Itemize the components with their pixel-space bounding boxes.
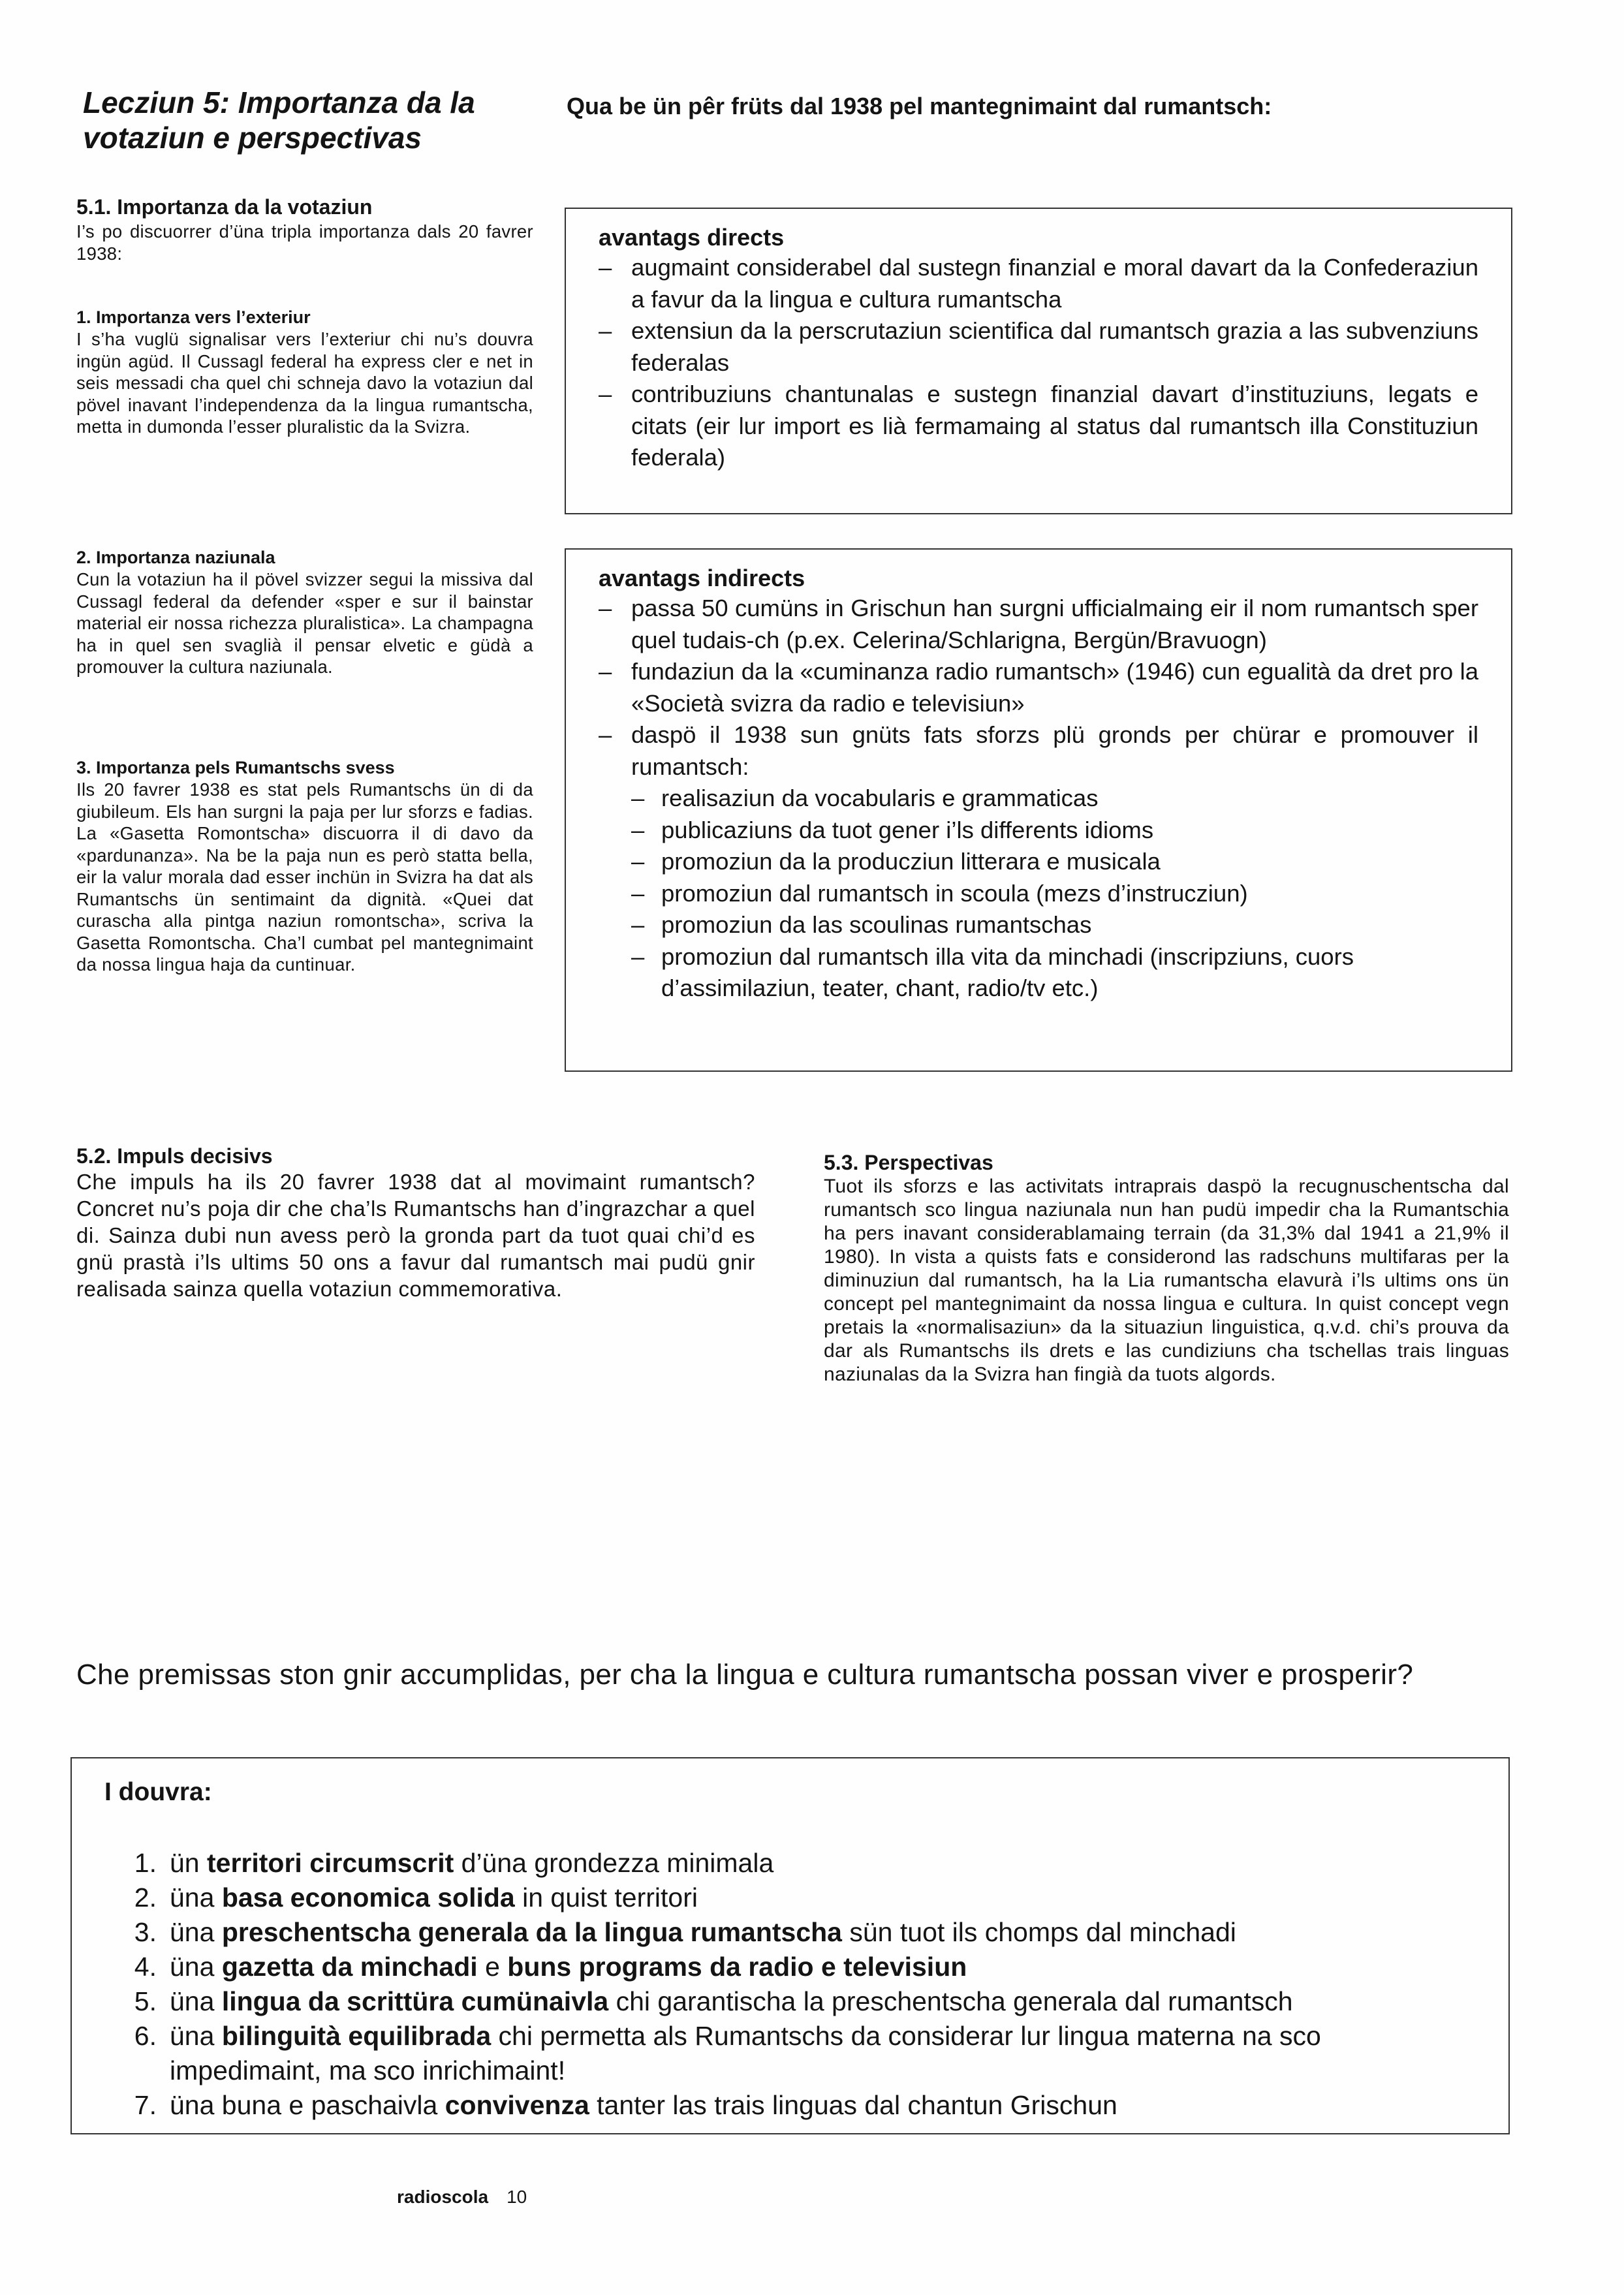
indirect-advantages-box bbox=[565, 548, 1512, 1072]
importance-item-text: Ils 20 favrer 1938 es stat pels Rumantschs ün di da giubileum. Els han surgni la paja per lur sforzs e fadias. La «Gasetta Romontscha» discuorra il di davo da «pardunanza». Na be la paja nun es però statta bella, eir la valur morala dad esser inchün in Svizra ha dat als Rumantschs ün sentimaint da dignità. «Quei dat curascha alla pintga naziun romontscha», scriva la Gasetta Romontscha. Cha’l cumbat pel mantegnimaint da nossa lingua haja da cuntinuar. bbox=[76, 779, 533, 975]
direct-advantages-list bbox=[599, 252, 1478, 474]
requirements-title: I douvra: bbox=[104, 1778, 212, 1806]
section-5-2-text: Che impuls ha ils 20 favrer 1938 dat al movimaint rumantsch? Concret nu’s poja dir che cha’ls Rumantschs han d’ingrazchar a quel di. Sainza dubi nun avess però la gronda part da tuot quai chi’d es gnü prastà i’ls ultims 50 ons a favur dal rumantsch mai pudü gnir realisada sainza quella votaziun commemorativa. bbox=[76, 1170, 755, 1301]
list-item bbox=[599, 719, 1478, 1005]
section-5-2-title: 5.2. Impuls decisivs bbox=[76, 1144, 273, 1168]
requirement-item: 1. ün territori circumscrit d’üna grondezza minimala bbox=[134, 1848, 774, 1878]
sublist-item: – promoziun dal rumantsch in scoula (mezs d’instrucziun) bbox=[631, 878, 1478, 910]
sublist-item: – realisaziun da vocabularis e grammaticas bbox=[631, 783, 1478, 815]
sublist-item: – promoziun da la producziun litterara e musicala bbox=[631, 846, 1478, 878]
importance-item-title: 1. Importanza vers l’exteriur bbox=[76, 307, 311, 327]
publication-name: radioscola bbox=[397, 2187, 489, 2207]
sublist-item: – promoziun dal rumantsch illa vita da minchadi (inscripziuns, cuors d’assimilaziun, teater, chant, radio/tv etc.) bbox=[631, 941, 1478, 1005]
section-5-1 bbox=[76, 195, 533, 264]
question: Che premissas ston gnir accumplidas, per cha la lingua e cultura rumantscha possan viver e prosperir? bbox=[76, 1659, 1414, 1691]
requirement-item: 6. üna bilinguità equilibrada chi permetta als Rumantschs da considerar lur lingua materna na sco impedimaint, ma sco inrichimaint! bbox=[134, 2021, 1321, 2085]
direct-advantages-title: avantags directs bbox=[599, 224, 785, 251]
list-item-text: daspö il 1938 sun gnüts fats sforzs plü gronds per chürar e promouver il rumantsch: bbox=[631, 721, 1478, 780]
sublist-item: – publicaziuns da tuot gener i’ls differents idioms bbox=[631, 815, 1478, 847]
section-5-1-intro: I’s po discuorrer d’üna tripla importanza dals 20 favrer 1938: bbox=[76, 221, 533, 264]
list-item: – contribuziuns chantunalas e sustegn finanzial davart d’instituziuns, legats e citats (eir lur import es lià fermamaing al status dal rumantsch illa Constituziun federala) bbox=[599, 379, 1478, 474]
advantages-heading: Qua be ün pêr früts dal 1938 pel mantegnimaint dal rumantsch: bbox=[567, 93, 1272, 119]
importance-item-title: 3. Importanza pels Rumantschs svess bbox=[76, 758, 395, 777]
promotion-sublist bbox=[631, 783, 1478, 1005]
importance-item-text: Cun la votaziun ha il pövel svizzer segui la missiva dal Cussagl federal da defender «sper e sur il bainstar material eir nossa richezza pluralistica». La champagna ha in quel sen svaglià il pensar elvetic e güdà a promouver la cultura naziunala. bbox=[76, 569, 533, 677]
list-item: – fundaziun da la «cuminanza radio rumantsch» (1946) cun egualità da dret pro la «Società svizra da radio e televisiun» bbox=[599, 656, 1478, 719]
requirement-item: 4. üna gazetta da minchadi e buns programs da radio e televisiun bbox=[134, 1952, 967, 1982]
sublist-item: – promoziun da las scoulinas rumantschas bbox=[631, 909, 1478, 941]
requirements-box bbox=[70, 1757, 1510, 2134]
requirements-list bbox=[104, 1846, 1476, 2123]
indirect-advantages-title: avantags indirects bbox=[599, 565, 805, 591]
section-5-3-text: Tuot ils sforzs e las activitats intraprais daspö la recugnuschentscha dal rumantsch sco lingua naziunala nun han pudü impedir cha la Rumantschia ha pers inavant considerablamaing terrain (da 31,3% dal 1941 a 21,9% il 1980). In vista a quists fats e considerond las radschuns multifaras per la diminuziun dal rumantsch, ha la Lia rumantscha elavurà i’ls ultims ons ün concept pel mantegnimaint da nossa lingua e cultura. In quist concept vegn pretais la «normalisaziun» da la situaziun linguistica, q.v.d. chi’s prouva da dar als Rumantschs ils drets e las cundiziuns cha tschellas trais linguas naziunalas da la Svizra han fingià da tuots algords. bbox=[824, 1176, 1509, 1385]
requirement-item: 3. üna preschentscha generala da la lingua rumantscha sün tuot ils chomps dal minchadi bbox=[134, 1917, 1236, 1947]
page-footer bbox=[397, 2187, 527, 2208]
requirement-item: 7. üna buna e paschaivla convivenza tanter las trais linguas dal chantun Grischun bbox=[134, 2090, 1117, 2120]
section-5-1-title: 5.1. Importanza da la votaziun bbox=[76, 195, 373, 219]
list-item: – extensiun da la perscrutaziun scientifica dal rumantsch grazia a las subvenziuns federalas bbox=[599, 315, 1478, 379]
importance-item-text: I s’ha vuglü signalisar vers l’exteriur chi nu’s douvra ingün agüd. Il Cussagl federal ha express cler e net in seis messadi cha quel chi schneja davo la votaziun dal pövel inavant l’independenza da la lingua rumantscha, metta in dumonda l’esser pluralistic da la Svizra. bbox=[76, 329, 533, 437]
importance-item-3 bbox=[76, 757, 533, 976]
indirect-advantages-list bbox=[599, 593, 1478, 1005]
importance-item-title: 2. Importanza naziunala bbox=[76, 548, 275, 567]
requirement-item: 2. üna basa economica solida in quist territori bbox=[134, 1882, 698, 1912]
list-item: – passa 50 cumüns in Grischun han surgni ufficialmaing eir il nom rumantsch sper quel tudais-ch (p.ex. Celerina/Schlarigna, Bergün/Bravuogn) bbox=[599, 593, 1478, 656]
requirement-item: 5. üna lingua da scrittüra cumünaivla chi garantischa la preschentscha generala dal rumantsch bbox=[134, 1986, 1293, 2016]
lesson-title: Lecziun 5: Importanza da la votaziun e perspectivas bbox=[83, 86, 475, 155]
section-5-3-title: 5.3. Perspectivas bbox=[824, 1151, 993, 1174]
importance-item-2 bbox=[76, 547, 533, 678]
section-5-3 bbox=[824, 1150, 1509, 1386]
direct-advantages-box bbox=[565, 208, 1512, 514]
page-number: 10 bbox=[507, 2187, 527, 2207]
list-item: – augmaint considerabel dal sustegn finanzial e moral davart da la Confederaziun a favur da la lingua e cultura rumantscha bbox=[599, 252, 1478, 315]
section-5-2 bbox=[76, 1144, 755, 1302]
importance-item-1 bbox=[76, 307, 533, 438]
